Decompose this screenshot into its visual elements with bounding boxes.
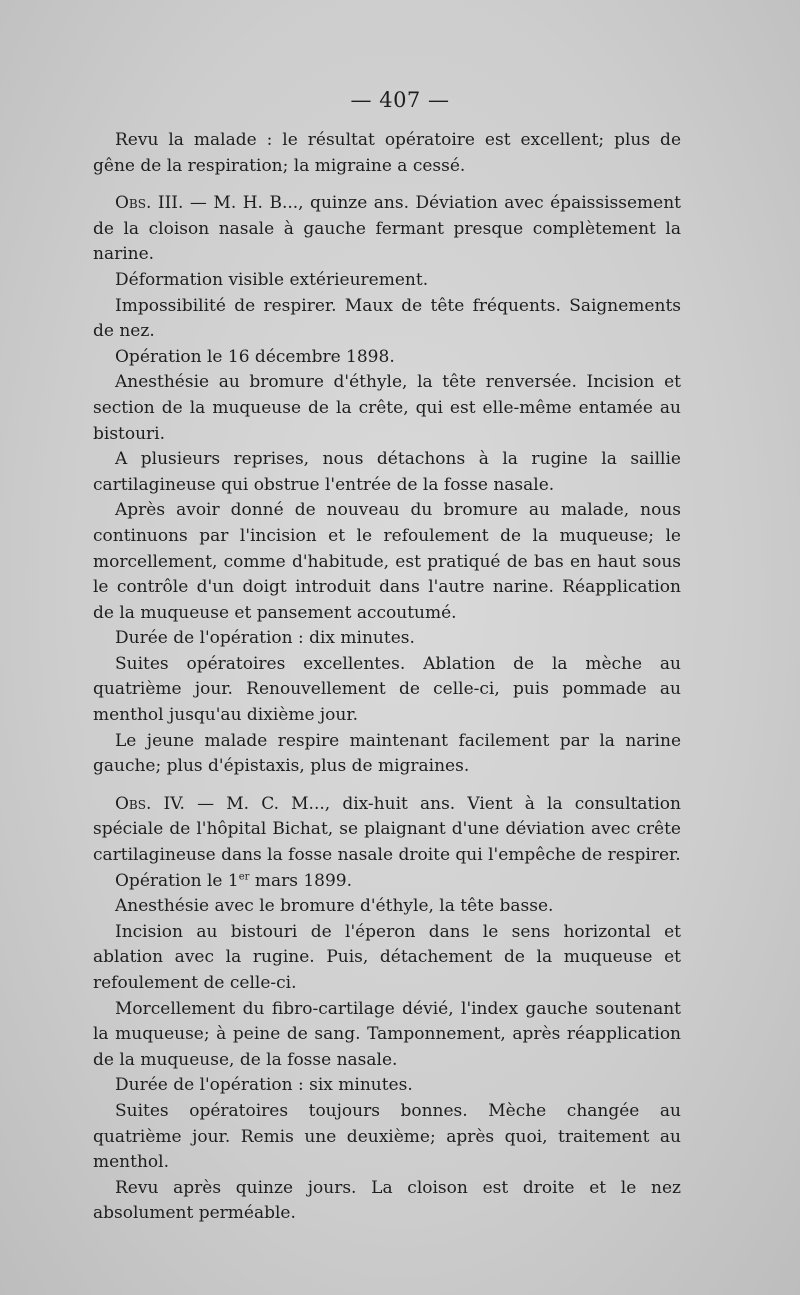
paragraph: Morcellement du fibro-cartilage dévié, l'index gauche soutenant la muqueuse; à peine de sang. Tamponnement, après réapplication de la muqueuse, de la fosse nasale. <box>93 998 681 1070</box>
page-number: — 407 — <box>350 88 450 112</box>
ordinal-superscript: er <box>238 870 250 882</box>
paragraph: Opération le 16 décembre 1898. <box>115 346 395 367</box>
paragraph-obs-iv <box>93 792 681 869</box>
paragraph: Après avoir donné de nouveau du bromure au malade, nous continuons par l'incision et le refoulement de la muqueuse; le morcellement, comme d'habitude, est pratiqué de bas en haut sous le contrôle d'un doigt introduit dans l'autre narine. Réapplication de la muqueuse et pansement accoutumé. <box>93 500 681 623</box>
observation-label: Obs. IV. <box>115 793 185 814</box>
paragraph: Incision au bistouri de l'éperon dans le sens horizontal et ablation avec la rugine. Puis, détachement de la muqueuse et refoulement de celle-ci. <box>93 921 681 993</box>
paragraph: Durée de l'opération : six minutes. <box>115 1075 413 1096</box>
paragraph: Durée de l'opération : dix minutes. <box>115 628 415 649</box>
paragraph: Déformation visible extérieurement. <box>115 269 429 290</box>
date-text: Opération le 1 <box>115 870 239 891</box>
observation-text: — M. C. M..., dix-huit ans. Vient à la consultation spéciale de l'hôpital Bichat, se plaignant d'une déviation avec crête cartilagineuse dans la fosse nasale droite qui l'empêche de respirer. <box>93 793 681 866</box>
body-text <box>93 128 681 1227</box>
paragraph-obs-iii <box>93 191 681 268</box>
paragraph: Suites opératoires toujours bonnes. Mèche changée au quatrième jour. Remis une deuxième; après quoi, traitement au menthol. <box>93 1100 681 1173</box>
observation-label: Obs. III. <box>115 193 184 214</box>
paragraph: Anesthésie au bromure d'éthyle, la tête renversée. Incision et section de la muqueuse de la crête, qui est elle-même entamée au bistouri. <box>93 372 681 444</box>
paragraph: Impossibilité de respirer. Maux de tête fréquents. Saignements de nez. <box>93 295 681 342</box>
date-text: mars 1899. <box>249 870 353 891</box>
paragraph: Revu après quinze jours. La cloison est droite et le nez absolument perméable. <box>93 1177 681 1224</box>
paragraph: Anesthésie avec le bromure d'éthyle, la tête basse. <box>115 896 554 917</box>
observation-text: — M. H. B..., quinze ans. Déviation avec épaississement de la cloison nasale à gauche fermant presque complètement la narine. <box>93 193 681 265</box>
paragraph-revu-malade: Revu la malade : le résultat opératoire est excellent; plus de gêne de la respiration; la migraine a cessé. <box>93 130 681 176</box>
paragraph-operation-date <box>93 869 681 895</box>
paragraph: Le jeune malade respire maintenant facilement par la narine gauche; plus d'épistaxis, plus de migraines. <box>93 730 681 777</box>
paragraph: A plusieurs reprises, nous détachons à la rugine la saillie cartilagineuse qui obstrue l'entrée de la fosse nasale. <box>93 449 681 495</box>
paragraph: Suites opératoires excellentes. Ablation de la mèche au quatrième jour. Renouvellement de celle-ci, puis pommade au menthol jusqu'au dixième jour. <box>93 653 681 726</box>
